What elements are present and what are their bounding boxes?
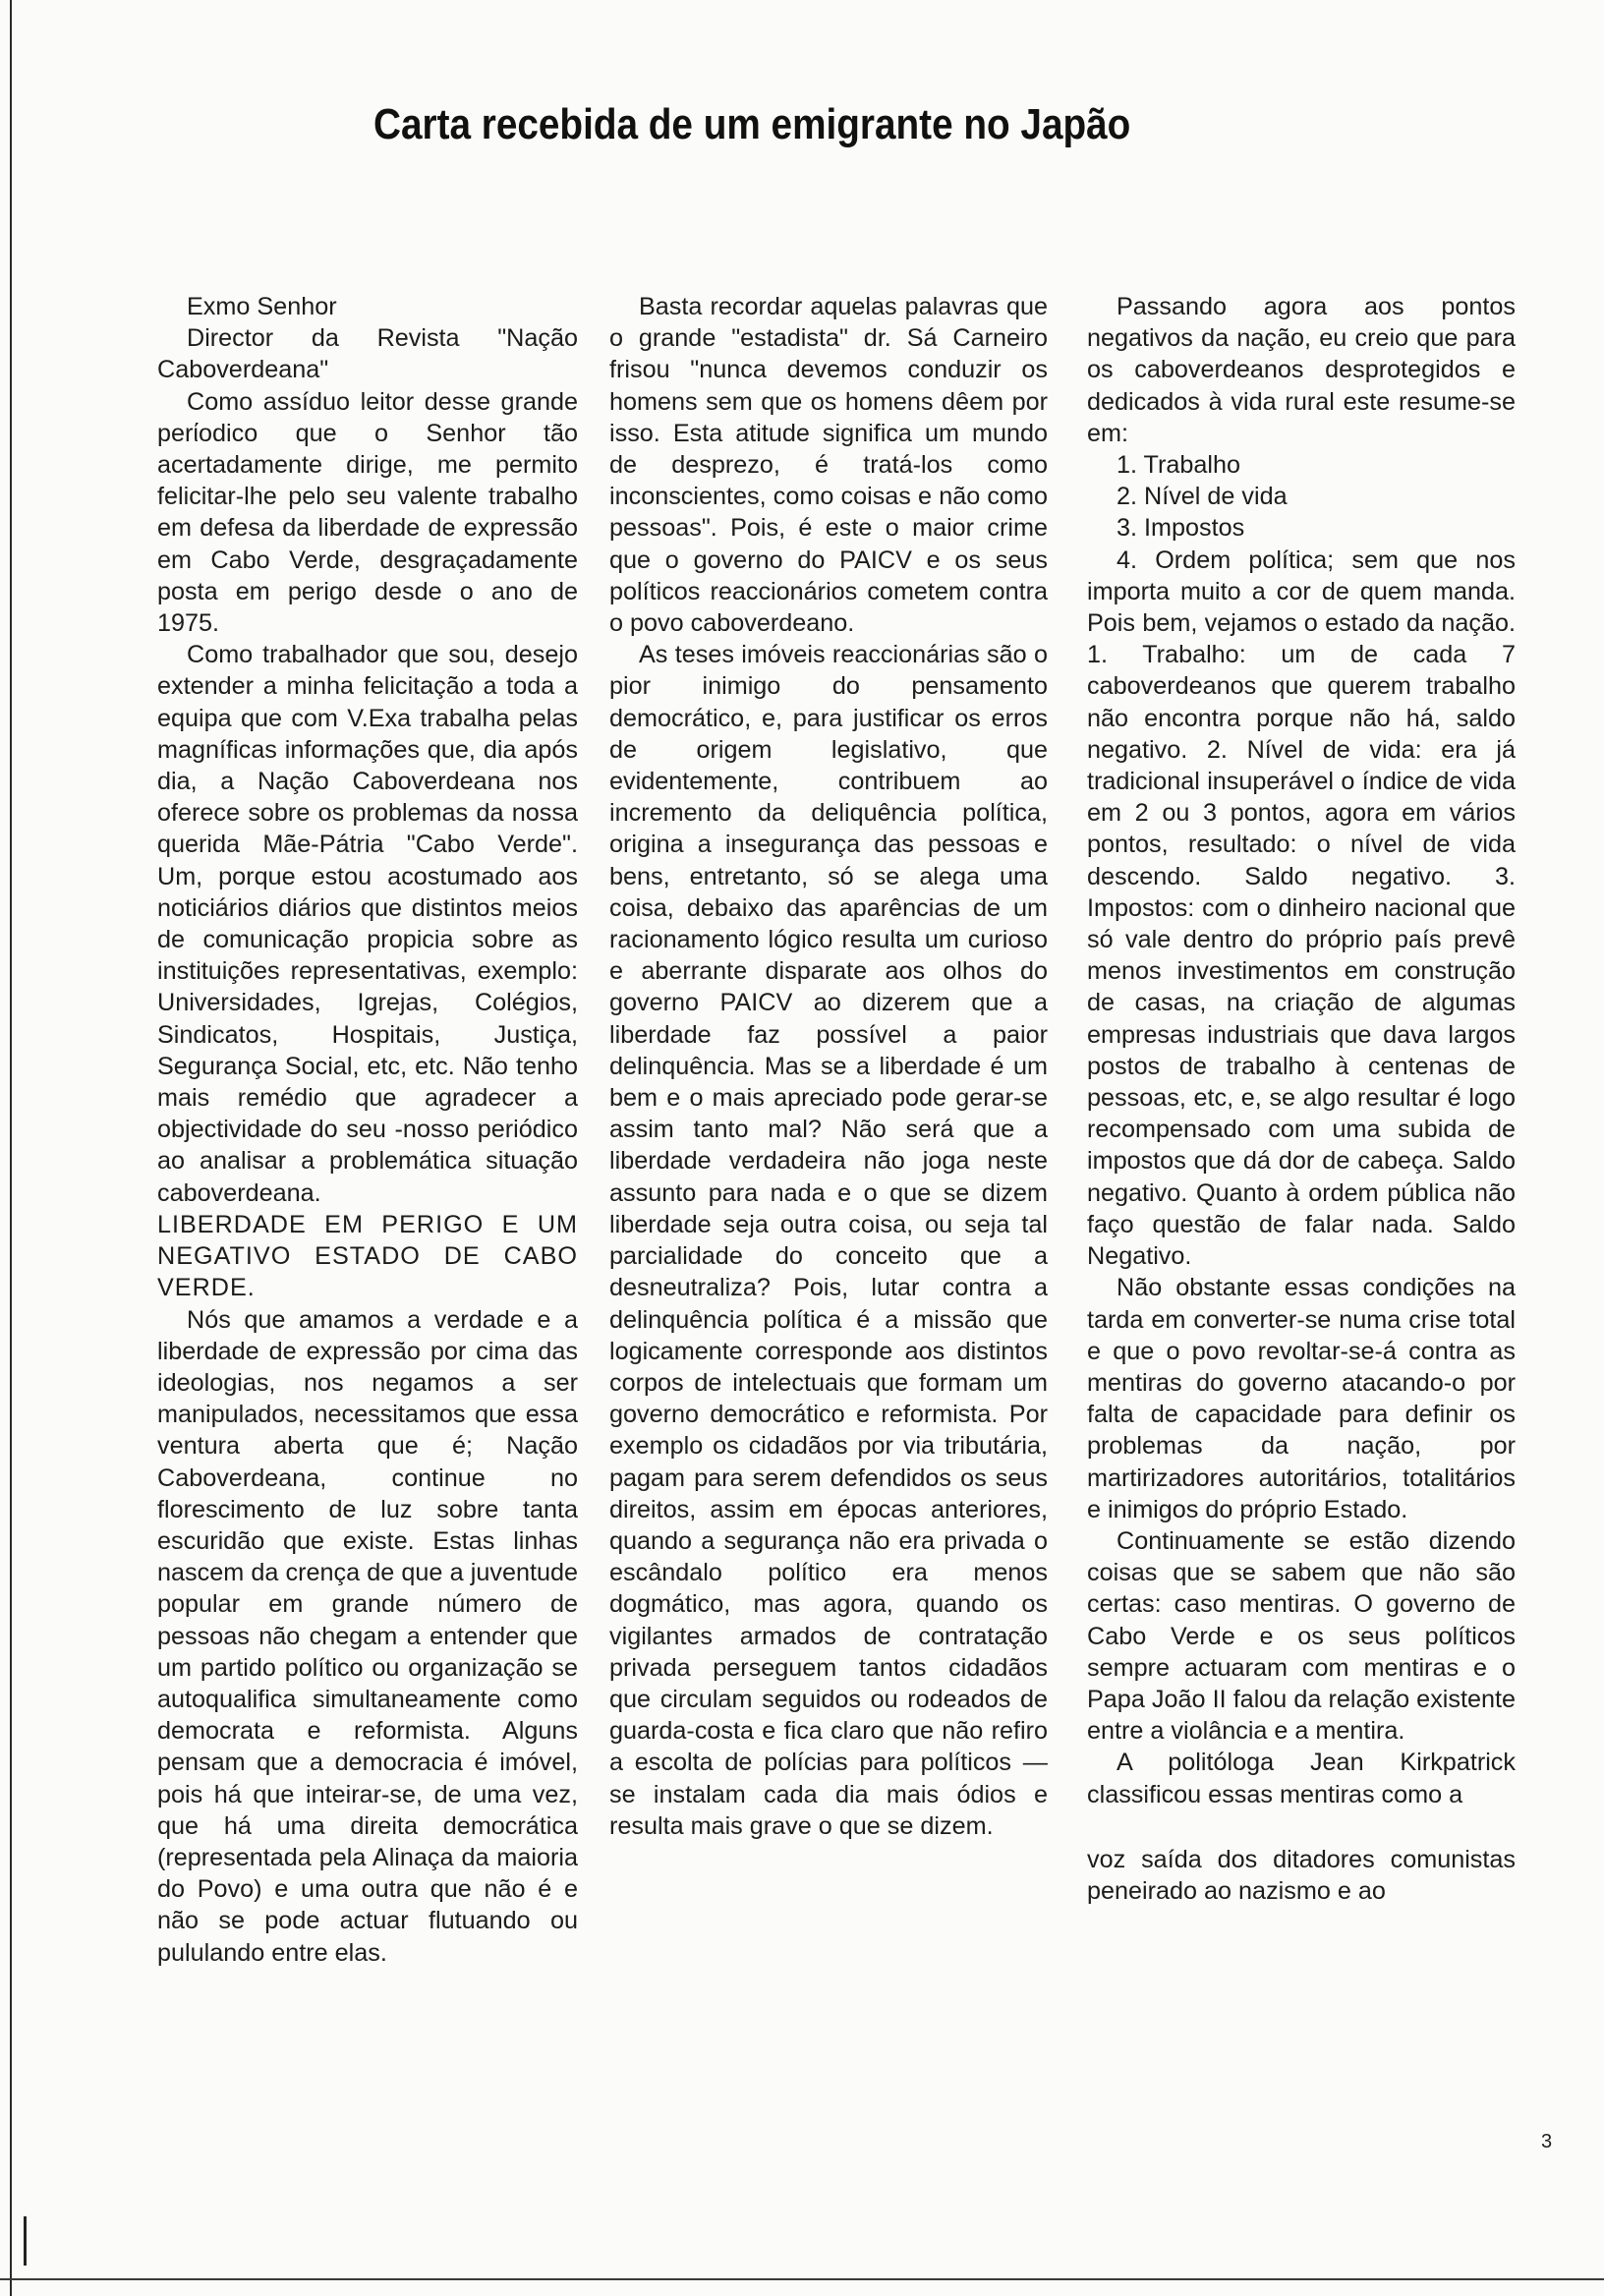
column-gap [1087, 1810, 1516, 1844]
paragraph: A politóloga Jean Kirkpatrick classificou essas mentiras como a [1087, 1749, 1516, 1808]
salutation-line: Exmo Senhor [187, 293, 337, 320]
paragraph: Como trabalhador que sou, desejo extender a minha felicitação a toda a equipa que com V.Exa trabalha pelas magníficas informações que, dia após dia, a Nação Caboverdeana nos oferece sobre os problemas da nossa querida Mãe-Pátria "Cabo Verde". Um, porque estou acostumado aos noticiários diários que distintos meios de comunicação propicia sobre as instituições representativas, exemplo: Universidades, Igrejas, Colégios, Sindicatos, Hospitais, Justiça, Segurança Social, etc, etc. Não tenho mais remédio que agradecer a objectividade do seu -nosso periódico ao analisar a problemática situação caboverdeana. [157, 641, 578, 1207]
page-border-left [10, 0, 12, 2296]
column-3 [1087, 291, 1516, 1907]
list-item: 1. Trabalho [1117, 451, 1241, 480]
paragraph: Como assíduo leitor desse grande perίodico que o Senhor tão acertadamente dirige, me permito felicitar-lhe pelo seu valente trabalho em defesa da liberdade de expressão em Cabo Verde, desgraçadamente posta em perigo desde o ano de 1975. [157, 387, 578, 638]
paragraph: Não obstante essas condições na tarda em converter-se numa crise total e que o povo revoltar-se-á contra as mentiras do governo atacando-o por falta de capacidade para definir os problemas da nação, por martirizadores autoritários, totalitários e inimigos do próprio Estado. [1087, 1274, 1516, 1523]
page-border-bottom [0, 2278, 1604, 2280]
column-1 [157, 291, 578, 1969]
paragraph: Continuamente se estão dizendo coisas que se sabem que não são certas: caso mentiras. O governo de Cabo Verde e os seus políticos sempre actuaram com mentiras e o Papa João II falou da relação existente entre a violância e a mentira. [1087, 1526, 1516, 1746]
paragraph: Passando agora aos pontos negativos da nação, eu creio que para os caboverdeanos desprotegidos e dedicados à vida rural este resume-se em: [1087, 293, 1516, 447]
list-item: 2. Nível de vida [1117, 483, 1288, 511]
article-title: Carta recebida de um emigrante no Japão [373, 100, 1131, 148]
paragraph: As teses imóveis reaccionárias são o pior inimigo do pensamento democrático, e, para justificar os erros de origem legislativo, que evidentemente, contribuem ao incremento da deliquência política, origina a insegurança das pessoas e bens, entretanto, só se alega uma coisa, debaixo das aparências de um racionamento lógico resulta um curioso e aberrante disparate aos olhos do governo PAICV ao dizerem que a liberdade faz possível a paior delinquência. Mas se a liberdade é um bem e o mais apreciado pode gerar-se assim tanto mal? Não será que a liberdade verdadeira não joga neste assunto para nada e o que se dizem liberdade seja outra coisa, ou seja tal parcialidade do conceito que a desneutraliza? Pois, lutar contra a delinquência política é a missão que logicamente corresponde aos distintos corpos de intelectuais que formam um governo democrático e reformista. Por exemplo os cidadãos por via tributária, pagam para serem defendidos os seus direitos, assim em épocas anteriores, quando a segurança não era privada o escândalo político era menos dogmático, mas agora, quando os vigilantes armados de contratação privada perseguem tantos cidadãos que circulam seguidos ou rodeados de guarda-costa e fica claro que não refiro a escolta de polícias para políticos — se instalam cada dia mais ódios e resulta mais grave o que se dizem. [609, 641, 1048, 1840]
list-item: 3. Impostos [1117, 514, 1245, 543]
salutation-line: Director da Revista "Nação Caboverdeana" [157, 324, 578, 384]
column-2 [609, 291, 1048, 1842]
paragraph: voz saída dos ditadores comunistas peneirado ao nazismo e ao [1087, 1845, 1516, 1905]
section-heading: LIBERDADE EM PERIGO E UM NEGATIVO ESTADO DE CABO VERDE. [157, 1210, 578, 1302]
paragraph: 4. Ordem política; sem que nos importa muito a cor de quem manda. Pois bem, vejamos o estado da nação. 1. Trabalho: um de cada 7 caboverdeanos que querem trabalho não encontra porque não há, saldo negativo. 2. Nível de vida: era já tradicional insuperável o índice de vida em 2 ou 3 pontos, agora em vários pontos, resultado: o nível de vida descendo. Saldo negativo. 3. Impostos: com o dinheiro nacional que só vale dentro do próprio país prevê menos investimentos em construção de casas, na criação de algumas empresas industriais que dava largos postos de trabalho à centenas de pessoas, etc, e, se algo resultar é logo recompensado com uma subida de impostos que dá dor de cabeça. Saldo negativo. Quanto à ordem pública não faço questão de falar nada. Saldo Negativo. [1087, 545, 1516, 1271]
margin-mark [24, 2216, 27, 2266]
paragraph: Nós que amamos a verdade e a liberdade de expressão por cima das ideologias, nos negamos a ser manipulados, necessitamos que essa ventura aberta que é; Nação Caboverdeana, continue no florescimento de luz sobre tanta escuridão que existe. Estas linhas nascem da crença de que a juventude popular em grande número de pessoas não chegam a entender que um partido político ou organização se autoqualifica simultaneamente como democrata e reformista. Alguns pensam que a democracia é imóvel, pois há que inteirar-se, de uma vez, que há uma direita democrática (representada pela Alinaça da maioria do Povo) e uma outra que não é e não se pode actuar flutuando ou pululando entre elas. [157, 1305, 578, 1967]
paragraph: Basta recordar aquelas palavras que o grande "estadista" dr. Sá Carneiro frisou "nunca devemos conduzir os homens sem que os homens dêem por isso. Esta atitude significa um mundo de desprezo, é tratá-los como inconscientes, como coisas e não como pessoas". Pois, é este o maior crime que o governo do PAICV e os seus políticos reaccionários cometem contra o povo caboverdeano. [609, 293, 1048, 638]
page-number: 3 [1541, 2131, 1553, 2152]
